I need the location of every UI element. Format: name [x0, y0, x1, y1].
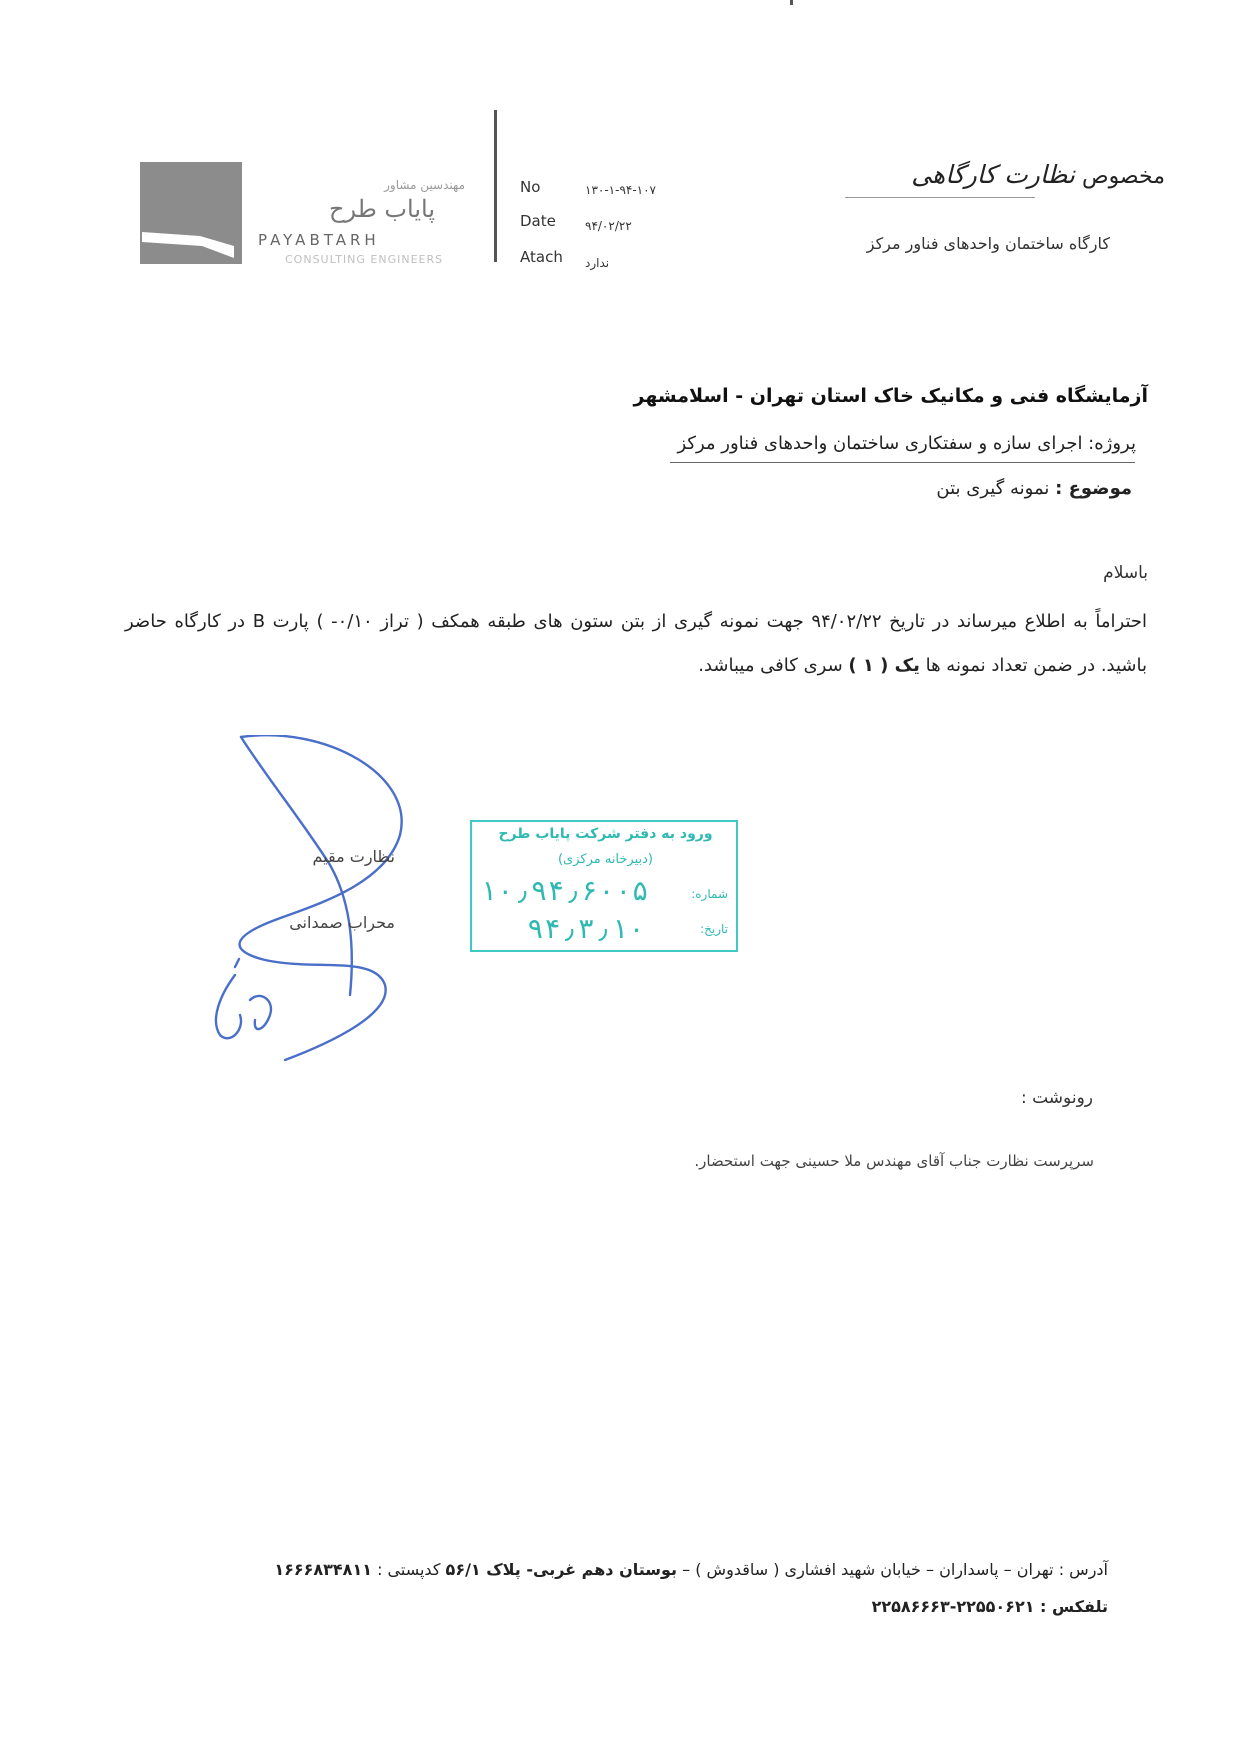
site-name: کارگاه ساختمان واحدهای فناور مرکز	[866, 234, 1110, 253]
firm-name-fa: پایاب طرح	[328, 195, 435, 223]
fax-label: تلفکس :	[1040, 1597, 1108, 1616]
company-logo	[140, 162, 242, 264]
signer-role: نظارت مقیم	[312, 847, 395, 866]
greeting: باسلام	[1103, 563, 1148, 583]
attach-value: ندارد	[585, 256, 610, 270]
address-label: آدرس :	[1058, 1560, 1108, 1579]
cc-text: سرپرست نظارت جناب آقای مهندس ملا حسینی جهت استحضار.	[694, 1152, 1094, 1170]
postal-value: ۱۶۶۶۸۳۴۸۱۱	[274, 1560, 372, 1579]
project-underline	[670, 462, 1135, 463]
firm-tagline: مهندسین مشاور	[384, 178, 465, 192]
address-bold: بوستان دهم غربی- پلاک ۵۶/۱	[445, 1560, 678, 1579]
body-count: یک ( ۱ )	[848, 655, 920, 676]
category-prefix: مخصوص	[1081, 164, 1165, 189]
project-line: پروژه: اجرای سازه و سفتکاری ساختمان واحدهای فناور مرکز	[677, 433, 1136, 454]
signer-name: محراب صمدانی	[289, 913, 395, 932]
footer-address	[190, 1560, 1108, 1579]
stamp-subtitle: (دبیرخانه مرکزی)	[557, 852, 654, 867]
category-handwritten: نظارت کارگاهی	[911, 160, 1075, 189]
category-underline	[845, 197, 1035, 198]
recipient-lab: آزمایشگاه فنی و مکانیک خاک استان تهران - اسلامشهر	[633, 385, 1148, 407]
stamp-number-label: شماره:	[691, 887, 728, 901]
stamp-number-value: ۱۰٫۹۴٫۶۰۰۵	[480, 874, 649, 907]
address-plain: تهران – پاسداران – خیابان شهید افشاری ( ساقدوش ) –	[682, 1560, 1054, 1579]
no-value: ۱۳۰-۱-۹۴-۱۰۷	[585, 183, 656, 197]
attach-label: Atach	[520, 248, 563, 266]
received-stamp	[470, 820, 738, 952]
subject-line	[600, 478, 1132, 499]
fax-value: ۲۲۵۵۰۶۲۱-۲۲۵۸۶۶۶۳	[871, 1597, 1035, 1616]
body-part1: احتراماً به اطلاع میرساند در تاریخ ۹۴/۰۲/۲۲ جهت نمونه گیری از بتن ستون های طبقه همکف ( تراز ۰/۱۰- ) پارت B در کارگاه حاضر باشید. در ضمن تعداد نمونه ها	[125, 611, 1148, 676]
subject-value: نمونه گیری بتن	[936, 478, 1050, 499]
date-value: ۹۴/۰۲/۲۲	[585, 219, 632, 233]
stamp-date-value: ۹۴٫۳٫۱۰	[527, 912, 646, 945]
footer-fax	[800, 1597, 1108, 1616]
stamp-title: ورود به دفتر شرکت پایاب طرح	[498, 826, 713, 842]
logo-shape-icon	[140, 162, 242, 264]
stamp-date-label: تاریخ:	[700, 922, 728, 936]
letter-body	[125, 600, 1147, 688]
page-mark	[790, 0, 793, 5]
header-divider	[494, 110, 497, 262]
subject-label: موضوع :	[1055, 478, 1132, 499]
date-label: Date	[520, 212, 556, 230]
cc-title: رونوشت :	[1020, 1088, 1093, 1108]
body-part2: سری کافی میباشد.	[698, 655, 843, 676]
postal-label: کدپستی :	[377, 1560, 441, 1579]
document-category	[840, 160, 1165, 189]
firm-name-en: PAYABTARH	[258, 231, 380, 249]
no-label: No	[520, 178, 541, 196]
firm-subtitle: CONSULTING ENGINEERS	[285, 253, 444, 266]
signature-icon	[195, 735, 435, 1065]
